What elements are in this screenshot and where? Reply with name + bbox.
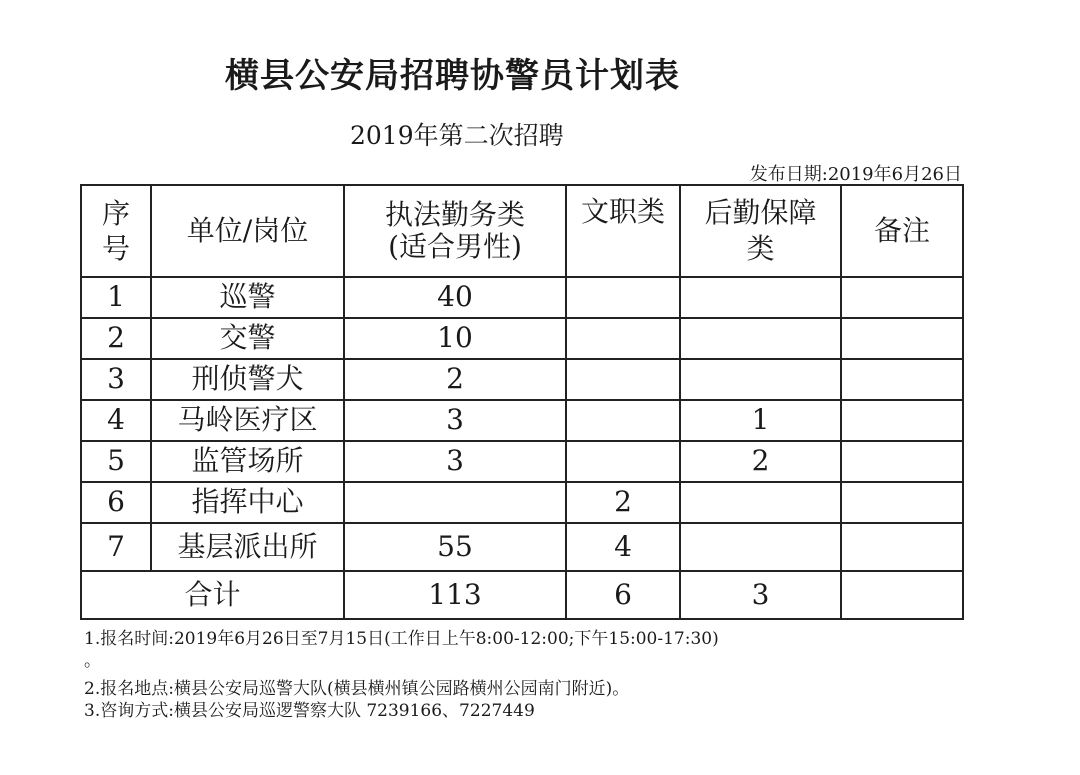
- cell-remarks: [841, 441, 963, 482]
- table-row: [81, 359, 963, 400]
- cell-law: 3: [344, 441, 566, 482]
- table-row: [81, 318, 963, 359]
- cell-clerical: 4: [566, 523, 680, 571]
- cell-unit: 指挥中心: [151, 482, 344, 523]
- table-row: [81, 441, 963, 482]
- cell-seq: 4: [81, 400, 151, 441]
- total-clerical: 6: [566, 571, 680, 619]
- notes-section: [84, 628, 719, 722]
- total-remarks: [841, 571, 963, 619]
- note-contact: 3.咨询方式:横县公安局巡逻警察大队 7239166、7227449: [84, 701, 535, 721]
- cell-remarks: [841, 523, 963, 571]
- cell-clerical: 2: [566, 482, 680, 523]
- total-label: 合计: [81, 571, 344, 619]
- document-title: 横县公安局招聘协警员计划表: [225, 56, 680, 96]
- cell-seq: 1: [81, 277, 151, 318]
- header-unit: 单位/岗位: [151, 185, 344, 277]
- table-row: [81, 400, 963, 441]
- table-body: [81, 277, 963, 571]
- cell-unit: 监管场所: [151, 441, 344, 482]
- header-seq: 序号: [81, 185, 151, 277]
- header-clerical: 文职类: [566, 185, 680, 277]
- cell-law: [344, 482, 566, 523]
- header-law-line1: 执法勤务类: [384, 197, 525, 231]
- cell-clerical: [566, 318, 680, 359]
- cell-seq: 7: [81, 523, 151, 571]
- header-logistics: 后勤保障类: [680, 185, 841, 277]
- cell-remarks: [841, 359, 963, 400]
- cell-remarks: [841, 482, 963, 523]
- cell-remarks: [841, 318, 963, 359]
- cell-clerical: [566, 277, 680, 318]
- cell-logistics: [680, 277, 841, 318]
- cell-logistics: [680, 482, 841, 523]
- table-row: [81, 482, 963, 523]
- table-header-row: [81, 185, 963, 277]
- total-law: 113: [344, 571, 566, 619]
- cell-seq: 6: [81, 482, 151, 523]
- cell-clerical: [566, 400, 680, 441]
- note-registration-location: 2.报名地点:横县公安局巡警大队(横县横州镇公园路横州公园南门附近)。: [84, 679, 630, 699]
- cell-unit: 交警: [151, 318, 344, 359]
- cell-logistics: 2: [680, 441, 841, 482]
- cell-unit: 巡警: [151, 277, 344, 318]
- note-registration-time-continued: 。: [84, 651, 101, 671]
- cell-logistics: [680, 318, 841, 359]
- cell-unit: 马岭医疗区: [151, 400, 344, 441]
- cell-remarks: [841, 277, 963, 318]
- publish-date: 发布日期:2019年6月26日: [749, 164, 962, 185]
- header-law-enforcement: [344, 185, 566, 277]
- header-law-line2: (适合男性): [388, 230, 522, 263]
- document-subtitle: 2019年第二次招聘: [350, 121, 564, 150]
- cell-unit: 基层派出所: [151, 523, 344, 571]
- recruitment-plan-table: [80, 184, 964, 620]
- cell-law: 2: [344, 359, 566, 400]
- cell-seq: 5: [81, 441, 151, 482]
- cell-clerical: [566, 359, 680, 400]
- cell-unit: 刑侦警犬: [151, 359, 344, 400]
- cell-remarks: [841, 400, 963, 441]
- cell-seq: 2: [81, 318, 151, 359]
- cell-logistics: [680, 359, 841, 400]
- total-logistics: 3: [680, 571, 841, 619]
- cell-logistics: [680, 523, 841, 571]
- cell-law: 10: [344, 318, 566, 359]
- header-remarks: 备注: [841, 185, 963, 277]
- table-row: [81, 277, 963, 318]
- table-total-row: [81, 571, 963, 619]
- cell-clerical: [566, 441, 680, 482]
- cell-law: 55: [344, 523, 566, 571]
- cell-logistics: 1: [680, 400, 841, 441]
- note-registration-time: 1.报名时间:2019年6月26日至7月15日(工作日上午8:00-12:00;下午15:00-17:30): [84, 629, 719, 649]
- cell-law: 3: [344, 400, 566, 441]
- cell-seq: 3: [81, 359, 151, 400]
- cell-law: 40: [344, 277, 566, 318]
- table-row: [81, 523, 963, 571]
